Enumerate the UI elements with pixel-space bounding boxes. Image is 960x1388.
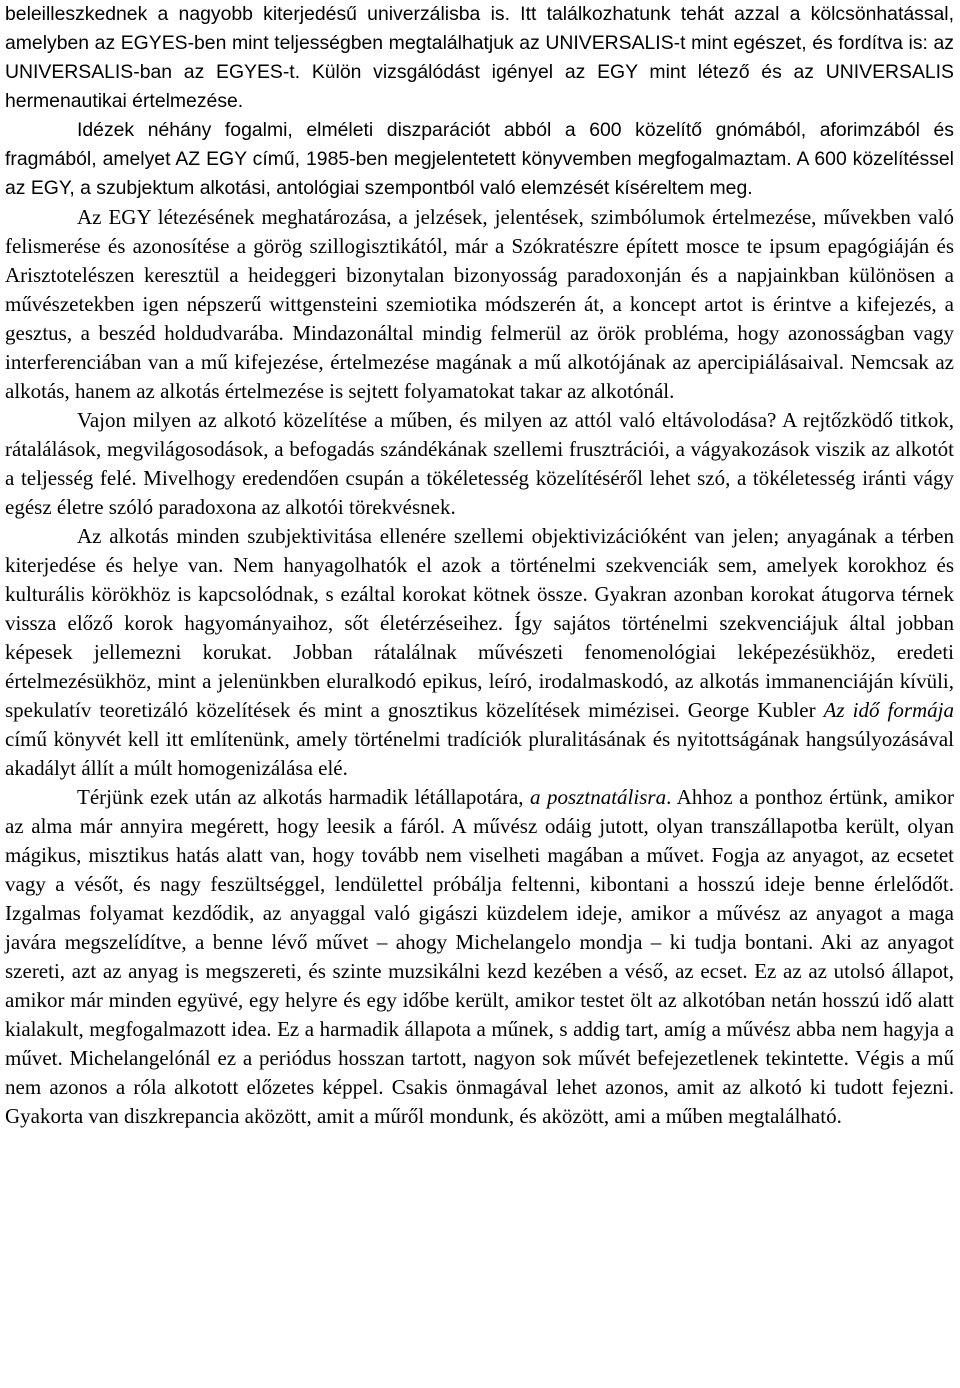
paragraph-5: [5, 522, 954, 783]
paragraph-2: [5, 116, 954, 203]
paragraph-6: [5, 783, 954, 1131]
posztnatalis-italic: a posztnatálisra: [530, 785, 667, 809]
book-title-italic: Az idő formája: [823, 698, 955, 722]
paragraph-6-text-b: . Ahhoz a ponthoz értünk, amikor az alma már annyira megérett, hogy leesik a fáról. A művész odáig jutott, olyan transzállapotba került, olyan mágikus, misztikus hatás alatt van, hogy tovább nem viselheti magában a művet. Fogja az anyagot, az ecsetet vagy a vésőt, és nagy feszültséggel, lendülettel próbálja feltenni, kibontani a hosszú ideje benne érlelődőt. Izgalmas folyamat kezdődik, az anyaggal való gigászi küzdelem ideje, amikor a művész az anyagot a maga javára megszelídítve, a benne lévő művet – ahogy Michelangelo mondja – ki tudja bontani. Aki az anyagot szereti, azt az anyag is megszereti, és szinte muzsikálni kezd kezében a véső, az ecset. Ez az az utolsó állapot, amikor már minden együvé, egy helyre és egy időbe került, amikor testet ölt az alkotóban netán hosszú idő alatt kialakult, megfogalmazott idea. Ez a harmadik állapota a műnek, s addig tart, amíg a művész abba nem hagyja a művet. Michelangelónál ez a periódus hosszan tartott, nagyon sok művét befejezetlenek tekintette. Végis a mű nem azonos a róla alkotott előzetes képpel. Csakis önmagával lehet azonos, amit az alkotó ki tudott fejezni. Gyakorta van diszkrepancia aközött, amit a műről mondunk, és aközött, ami a műben megtalálható.: [5, 785, 955, 1128]
paragraph-4-text: Vajon milyen az alkotó közelítése a műben, és milyen az attól való eltávolodása? A rejtőzködő titkok, rátalálások, megvilágosodások, a befogadás szándékának szellemi frusztrációi, a vágyakozások viszik az alkotót a teljesség felé. Mivelhogy eredendően csupán a tökéletesség közelítéséről lehet szó, a tökéletesség iránti vágy egész életre szóló paradoxona az alkotói törekvésnek.: [5, 408, 954, 519]
paragraph-3-text: Az EGY létezésének meghatározása, a jelzések, jelentések, szimbólumok értelmezése, művekben való felismerése és azonosítése a görög szillogisztikától, már a Szókratészre épített mosce te ipsum epagógiáján és Arisztotelészen keresztül a heideggeri bizonytalan bizonyosság paradoxonján és a napjainkban különösen a művészetekben igen népszerű wittgensteini szemiotika módszerén át, a koncept artot is érintve a kifejezés, a gesztus, a beszéd holdudvarába. Mindazonáltal mindig felmerül az örök probléma, hogy azonosságban vagy interferenciában van a mű kifejezése, értelmezése magának a mű alkotójának az apercipiálásaival. Nemcsak az alkotás, hanem az alkotás értelmezése is sejtett folyamatokat takar az alkotónál.: [5, 205, 954, 403]
paragraph-6-text-a: Térjünk ezek után az alkotás harmadik létállapotára,: [77, 785, 531, 809]
paragraph-2-text: Idézek néhány fogalmi, elméleti diszparációt abból a 600 közelítő gnómából, aforimzából és fragmából, amelyet AZ EGY című, 1985-ben megjelentetett könyvemben megfogalmaztam. A 600 közelítéssel az EGY, a szubjektum alkotási, antológiai szempontból való elemzését kíséreltem meg.: [5, 119, 954, 199]
paragraph-4: [5, 406, 954, 522]
paragraph-1: [5, 0, 954, 116]
paragraph-1-text: beleilleszkednek a nagyobb kiterjedésű univerzálisba is. Itt találkozhatunk tehát azzal a kölcsönhatással, amelyben az EGYES-ben mint teljességben megtalálhatjuk az UNIVERSALIS-t mint egészet, és fordítva is: az UNIVERSALIS-ban az EGYES-t. Külön vizsgálódást igényel az EGY mint létező és az UNIVERSALIS hermenautikai értelmezése.: [5, 3, 954, 112]
paragraph-5-text-b: című könyvét kell itt említenünk, amely történelmi tradíciók pluralitásának és nyitottságának hangsúlyozásával akadályt állít a múlt homogenizálása elé.: [5, 727, 954, 780]
paragraph-5-text-a: Az alkotás minden szubjektivitása ellenére szellemi objektivizációként van jelen; anyagának a térben kiterjedése és helye van. Nem hanyagolhatók el azok a történelmi szekvenciák sem, amelyek korokhoz és kulturális körökhöz is kapcsolódnak, s ezáltal korokat kötnek össze. Gyakran azonban korokat átugorva térnek vissza előző korok hagyományaihoz, sőt életérzéseihez. Így sajátos történelmi szekvenciájuk által jobban képesek jellemezni korukat. Jobban rátalálnak művészeti fenomenológiai leképezésükhöz, eredeti értelmezésükhöz, mint a jelenünkben eluralkodó epikus, leíró, irodalmaskodó, az alkotás immanenciáján kívüli, spekulatív teoretizáló közelítések és mint a gnosztikus közelítések mimézisei. George Kubler: [5, 524, 954, 722]
paragraph-3: [5, 203, 954, 406]
